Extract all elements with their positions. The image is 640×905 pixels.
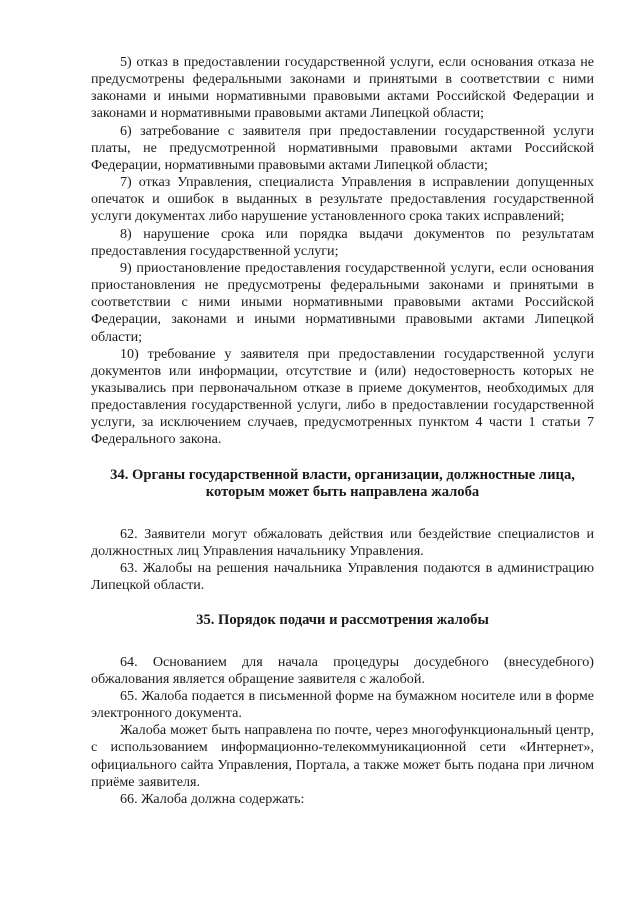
section-35-heading: 35. Порядок подачи и рассмотрения жалобы	[196, 611, 489, 628]
paragraph-64: 64. Основанием для начала процедуры досудебного (внесудебного) обжалования является обращение заявителя с жалобой.	[91, 653, 594, 687]
list-item-5: 5) отказ в предоставлении государственной услуги, если основания отказа не предусмотрены федеральными законами и принятыми в соответствии с ними законами и иными нормативными правовыми актами Российской Федерации и законами и нормативными правовыми актами Липецкой области;	[91, 54, 594, 122]
paragraph-65: 65. Жалоба подается в письменной форме на бумажном носителе или в форме электронного документа.	[91, 688, 594, 722]
section-34-heading: 34. Органы государственной власти, организации, должностные лица, которым может быть направлена жалоба	[110, 466, 575, 500]
list-item-7: 7) отказ Управления, специалиста Управления в исправлении допущенных опечаток и ошибок в выданных в результате предоставления государственной услуги документах либо нарушение установленного срока таких исправлений;	[91, 174, 594, 225]
list-item-8: 8) нарушение срока или порядка выдачи документов по результатам предоставления государственной услуги;	[91, 225, 594, 259]
list-item-10: 10) требование у заявителя при предоставлении государственной услуги документов или информации, отсутствие и (или) недостоверность которых не указывались при первоначальном отказе в приеме документов, необходимых для предоставления государственной услуги, либо в предоставлении государственной услуги, за исключением случаев, предусмотренных пунктом 4 части 1 статьи 7 Федерального закона.	[91, 345, 594, 448]
document-page	[91, 54, 594, 808]
paragraph-62: 62. Заявители могут обжаловать действия или бездействие специалистов и должностных лиц Управления начальнику Управления.	[91, 525, 594, 560]
paragraph-63: 63. Жалобы на решения начальника Управления подаются в администрацию Липецкой области.	[91, 560, 594, 594]
list-item-9: 9) приостановление предоставления государственной услуги, если основания приостановления не предусмотрены федеральными законами и принятыми в соответствии с ними иными нормативными правовыми актами Российской Федерации, законами и иными нормативными правовыми актами Липецкой области;	[91, 259, 594, 345]
paragraph-66: 66. Жалоба должна содержать:	[120, 790, 305, 807]
list-item-6: 6) затребование с заявителя при предоставлении государственной услуги платы, не предусмотренной нормативными правовыми актами Российской Федерации, нормативными правовыми актами Липецкой области;	[91, 122, 594, 173]
paragraph-65-continued: Жалоба может быть направлена по почте, через многофункциональный центр, с использованием информационно-телекоммуникационной сети «Интернет», официального сайта Управления, Портала, а также может быть подана при личном приёме заявителя.	[91, 722, 594, 790]
